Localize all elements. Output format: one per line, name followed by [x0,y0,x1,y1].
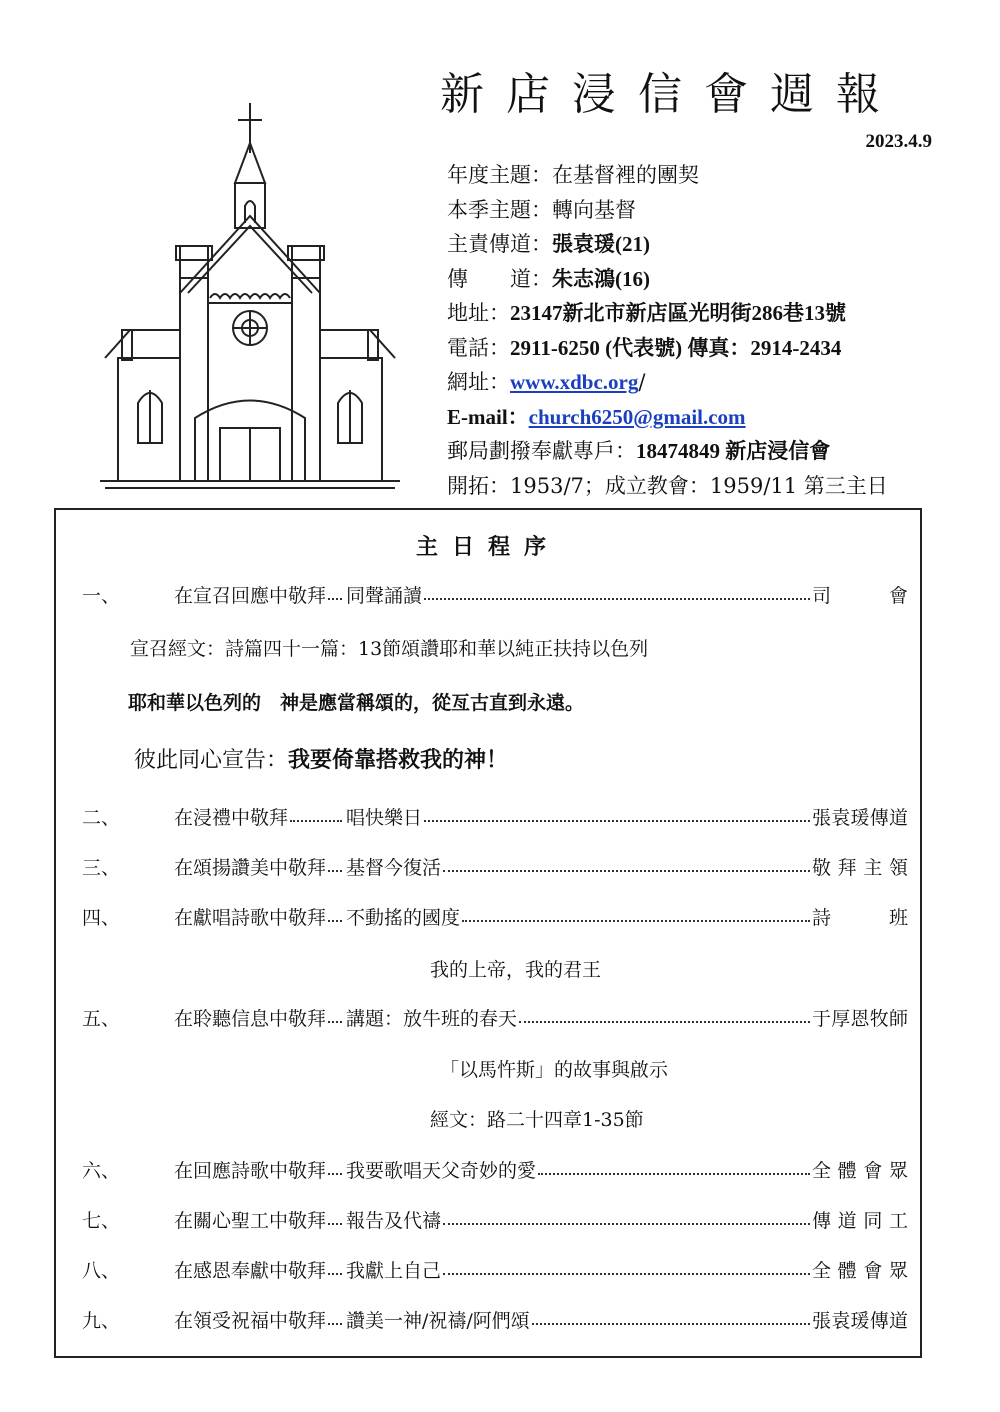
item-num: 五、 [82,1007,121,1030]
item-content: 讚美一神/祝禱/阿們頌 [346,1309,530,1332]
website-label: 網址： [447,370,510,394]
scripture-text: 耶和華以色列的 神是應當稱頌的，從亙古直到永遠。 [128,692,585,714]
program-row [82,1003,908,1031]
postal-value: 18474849 新店浸信會 [636,439,831,463]
item-content: 基督今復活 [346,856,442,879]
annual-theme: 年度主題：在基督裡的團契 [447,163,699,187]
email-line [447,400,967,435]
item-content: 我要歌唱天父奇妙的愛 [346,1159,537,1182]
item-section: 在頌揚讚美中敬拜 [174,856,327,879]
program-row [82,580,908,608]
item-num: 二、 [82,806,121,829]
item-leader: 張袁瑗傳道 [812,806,908,829]
address-label: 地址： [447,301,510,325]
item-leader: 全體會眾 [812,1159,908,1182]
pastor-line [447,227,967,262]
preacher-value: 朱志鴻(16) [552,266,650,291]
email-link[interactable]: church6250@gmail.com [528,404,746,429]
bulletin-date: 2023.4.9 [865,131,932,152]
program-box [54,508,922,1358]
item-content: 報告及代禱 [346,1209,442,1232]
item-leader: 敬拜主領 [812,856,908,879]
item-num: 六、 [82,1159,121,1182]
address-value: 23147新北市新店區光明街286巷13號 [510,301,846,325]
item-leader: 詩 班 [812,906,908,929]
season-theme: 本季主題：轉向基督 [447,197,636,222]
item-leader: 于厚恩牧師 [812,1007,908,1030]
item-content: 唱快樂日 [346,806,423,829]
pastor-value: 張袁瑗(21) [552,232,650,256]
item-section: 在領受祝福中敬拜 [174,1309,327,1332]
item-num: 九、 [82,1309,121,1332]
postal-line [447,434,967,469]
declaration-label: 彼此同心宣告： [134,748,289,773]
website-line [447,365,967,400]
item-leader: 張袁瑗傳道 [812,1309,908,1332]
church-info [447,158,967,503]
preacher-label: 傳 道： [447,266,552,291]
call-scripture: 宣召經文：詩篇四十一篇：13節頌讚耶和華以純正扶持以色列 [130,638,649,660]
item-section: 在宣召回應中敬拜 [174,584,327,607]
website-link[interactable]: www.xdbc.org [510,370,639,394]
program-row [82,1305,908,1333]
item-num: 四、 [82,906,121,929]
program-row [82,802,908,830]
program-row [82,1255,908,1283]
program-title: 主日程序 [415,534,560,560]
founded-line: 開拓：1953/7；成立教會：1959/11 第三主日 [447,473,888,498]
item-content: 同聲誦讀 [346,584,423,607]
website-suffix: / [638,370,646,394]
item-content: 我獻上自己 [346,1259,442,1282]
item-section: 在關心聖工中敬拜 [174,1209,327,1232]
declaration-text: 我要倚靠搭救我的神！ [288,747,509,773]
program-row [82,852,908,880]
item-section: 在聆聽信息中敬拜 [174,1007,327,1030]
item-leader: 司 會 [812,584,908,607]
declaration [134,743,508,774]
item-section: 在獻唱詩歌中敬拜 [174,906,327,929]
address-line [447,296,967,331]
program-row [82,902,908,930]
phone-label: 電話： [447,335,510,360]
item-content: 講題：放牛班的春天 [346,1007,518,1030]
page-title: 新店浸信會週報 [440,69,902,120]
church-illustration [100,98,400,493]
program-row [82,1205,908,1233]
phone-value: 2911-6250 (代表號) 傳真：2914-2434 [510,335,842,360]
postal-label: 郵局劃撥奉獻專戶： [447,439,636,463]
pastor-label: 主責傳道： [447,232,552,256]
item-num: 一、 [82,584,121,607]
email-label: E-mail： [447,404,529,429]
item-section: 在浸禮中敬拜 [174,806,289,829]
sermon-line2: 「以馬忤斯」的故事與啟示 [440,1059,669,1081]
item-content: 不動搖的國度 [346,906,461,929]
item-leader: 全體會眾 [812,1259,908,1282]
preacher-line [447,262,967,297]
item-num: 七、 [82,1209,121,1232]
item-section: 在回應詩歌中敬拜 [174,1159,327,1182]
sermon-line3: 經文：路二十四章1-35節 [430,1109,644,1131]
item-leader: 傳道同工 [812,1209,908,1232]
item-num: 八、 [82,1259,121,1282]
program-row [82,1155,908,1183]
phone-line [447,331,967,366]
item-section: 在感恩奉獻中敬拜 [174,1259,327,1282]
item-num: 三、 [82,856,121,879]
song-line2: 我的上帝，我的君王 [430,959,602,981]
